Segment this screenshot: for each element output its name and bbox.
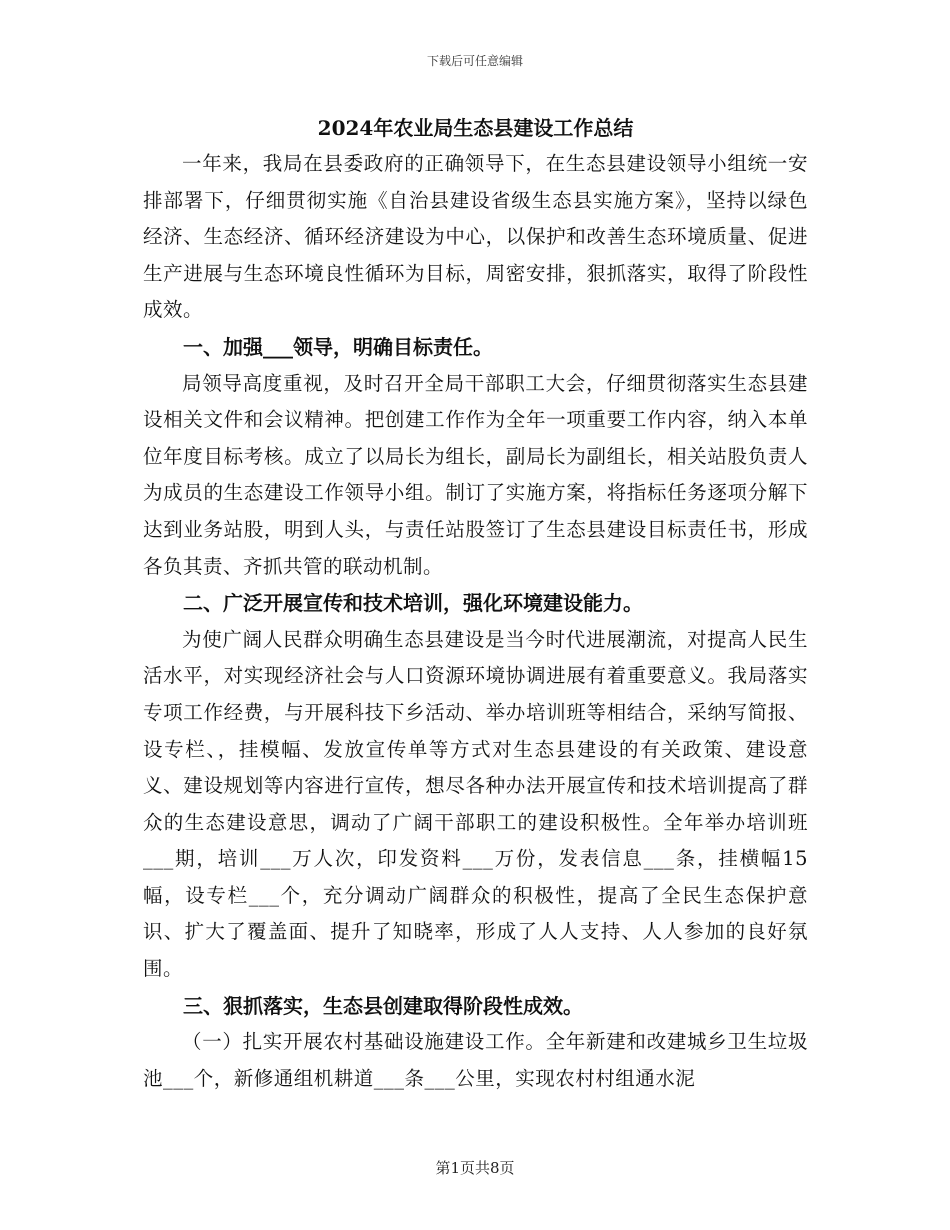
section-1-heading: 一、加强___领导，明确目标责任。 [183,334,493,359]
document-title: 2024年农业局生态县建设工作总结 [317,116,634,140]
document-body [143,112,808,1097]
page-number: 第1页共8页 [435,1159,515,1177]
intro-paragraph: 一年来，我局在县委政府的正确领导下，在生态县建设领导小组统一安排部署下，仔细贯彻实施《自治县建设省级生态县实施方案》，坚持以绿色经济、生态经济、循环经济建设为中心，以保护和改善生态环境质量、促进生产进展与生态环境良性循环为目标，周密安排，狠抓落实，取得了阶段性成效。 [143,152,808,322]
section-2-heading: 二、广泛开展宣传和技术培训，强化环境建设能力。 [183,591,643,616]
section-3-heading: 三、狠抓落实，生态县创建取得阶段性成效。 [183,993,583,1018]
section-3-paragraph: （一）扎实开展农村基础设施建设工作。全年新建和改建城乡卫生垃圾池___个，新修通组机耕道___条___公里，实现农村村组通水泥 [143,1030,808,1090]
section-1-paragraph: 局领导高度重视，及时召开全局干部职工大会，仔细贯彻落实生态县建设相关文件和会议精神。把创建工作作为全年一项重要工作内容，纳入本单位年度目标考核。成立了以局长为组长，副局长为副组长，相关站股负责人为成员的生态建设工作领导小组。制订了实施方案，将指标任务逐项分解下达到业务站股，明到人头，与责任站股签订了生态县建设目标责任书，形成各负其责、齐抓共管的联动机制。 [143,371,808,578]
section-2-paragraph: 为使广阔人民群众明确生态县建设是当今时代进展潮流，对提高人民生活水平，对实现经济社会与人口资源环境协调进展有着重要意义。我局落实专项工作经费，与开展科技下乡活动、举办培训班等相结合，采纳写简报、设专栏、，挂模幅、发放宣传单等方式对生态县建设的有关政策、建设意义、建设规划等内容进行宣传，想尽各种办法开展宣传和技术培训提高了群众的生态建设意思，调动了广阔干部职工的建设积极性。全年举办培训班___期，培训___万人次，印发资料___万份，发表信息___条，挂横幅15幅，设专栏___个，充分调动广阔群众的积极性，提高了全民生态保护意识、扩大了覆盖面、提升了知晓率，形成了人人支持、人人参加的良好氛围。 [143,627,808,981]
header-note: 下载后可任意编辑 [426,54,523,68]
